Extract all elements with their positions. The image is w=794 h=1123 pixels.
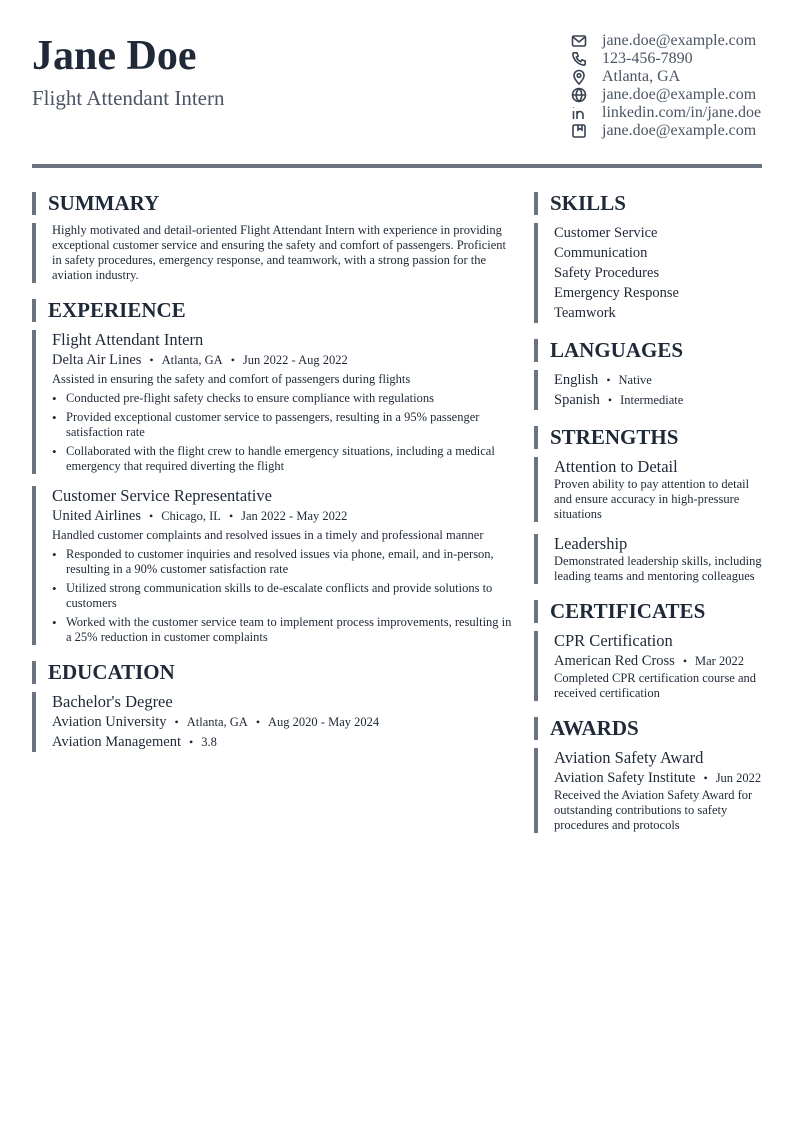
strengths-heading: STRENGTHS — [534, 426, 762, 449]
linkedin-icon — [570, 104, 588, 122]
job-title: Customer Service Representative — [52, 486, 272, 505]
skill-item: Communication — [554, 245, 648, 261]
contact-email[interactable] — [570, 32, 770, 50]
award-entry — [534, 748, 762, 833]
contact-portfolio[interactable] — [570, 122, 770, 140]
contact-linkedin[interactable] — [570, 104, 770, 122]
contact-phone-text: 123-456-7890 — [602, 50, 693, 67]
globe-icon — [570, 86, 588, 104]
school-location: Atlanta, GA — [186, 715, 248, 729]
bullet-item: • Conducted pre-flight safety checks to ensure compliance with regulations — [52, 391, 512, 406]
languages-heading: LANGUAGES — [534, 339, 762, 362]
language-name: Spanish — [554, 392, 600, 408]
strength-entry — [534, 534, 762, 584]
award-name: Aviation Safety Award — [554, 748, 704, 767]
education-entry — [32, 692, 512, 752]
language-name: English — [554, 372, 599, 388]
field-of-study: Aviation Management — [52, 734, 181, 750]
degree-name: Bachelor's Degree — [52, 692, 173, 711]
certificate-entry — [534, 631, 762, 701]
strength-description: Proven ability to pay attention to detail and ensure accuracy in high-pressure situations — [554, 477, 750, 521]
contact-list — [570, 32, 770, 140]
contact-website[interactable] — [570, 86, 770, 104]
gpa-value: 3.8 — [201, 735, 217, 749]
company-name: Delta Air Lines — [52, 352, 142, 368]
job-dates: Jan 2022 - May 2022 — [241, 509, 348, 523]
location-pin-icon — [570, 68, 588, 86]
contact-location-text: Atlanta, GA — [602, 68, 681, 85]
school-name: Aviation University — [52, 714, 167, 730]
skill-item: Teamwork — [554, 305, 616, 321]
certificate-name: CPR Certification — [554, 631, 673, 650]
bullet-item: • Collaborated with the flight crew to handle emergency situations, including a medical emergency that required diverting the flight — [52, 444, 512, 474]
school-dates: Aug 2020 - May 2024 — [268, 715, 380, 729]
experience-entry — [32, 330, 512, 474]
phone-icon — [570, 50, 588, 68]
school-meta: Aviation University • Atlanta, GA • Aug 2020 - May 2024 — [52, 714, 380, 730]
skills-heading: SKILLS — [534, 192, 762, 215]
award-meta: Aviation Safety Institute • Jun 2022 — [554, 770, 762, 786]
bullet-item: • Utilized strong communication skills to de-escalate conflicts and provide solutions to customers — [52, 581, 512, 611]
language-level: Native — [618, 373, 652, 387]
job-location: Chicago, IL — [161, 509, 221, 523]
header-divider — [32, 164, 762, 168]
job-meta: Delta Air Lines • Atlanta, GA • Jun 2022 - Aug 2022 — [52, 352, 348, 368]
summary-heading: SUMMARY — [32, 192, 512, 215]
languages-list — [534, 370, 762, 410]
contact-email-text: jane.doe@example.com — [602, 32, 757, 49]
language-item: English • Native — [554, 372, 652, 388]
award-description: Received the Aviation Safety Award for outstanding contributions to safety procedures and protocols — [554, 788, 753, 832]
job-description: Assisted in ensuring the safety and comfort of passengers during flights — [52, 372, 411, 386]
contact-linkedin-text: linkedin.com/in/jane.doe — [602, 104, 762, 121]
resume-page — [32, 0, 762, 832]
skill-item: Customer Service — [554, 225, 658, 241]
job-title: Flight Attendant Intern — [52, 330, 204, 349]
awards-heading: AWARDS — [534, 717, 762, 740]
candidate-role: Flight Attendant Intern — [32, 86, 225, 110]
job-bullets — [52, 391, 512, 474]
bullet-item: • Worked with the customer service team to implement process improvements, resulting in a 25% reduction in customer complaints — [52, 615, 512, 645]
award-issuer: Aviation Safety Institute — [554, 770, 696, 786]
skill-item: Safety Procedures — [554, 265, 660, 281]
experience-entry — [32, 486, 512, 645]
certificates-heading: CERTIFICATES — [534, 600, 762, 623]
contact-location — [570, 68, 770, 86]
language-item: Spanish • Intermediate — [554, 392, 684, 408]
strength-entry — [534, 457, 762, 522]
bullet-item: • Provided exceptional customer service to passengers, resulting in a 95% passenger satisfaction rate — [52, 410, 512, 440]
candidate-name: Jane Doe — [32, 33, 197, 79]
field-meta: Aviation Management • 3.8 — [52, 734, 217, 750]
language-level: Intermediate — [620, 393, 684, 407]
bullet-item: • Responded to customer inquiries and resolved issues via phone, email, and in-person, resulting in a 90% customer satisfaction rate — [52, 547, 512, 577]
certificate-meta: American Red Cross • Mar 2022 — [554, 653, 744, 669]
award-date: Jun 2022 — [715, 771, 762, 785]
contact-portfolio-text: jane.doe@example.com — [602, 122, 757, 139]
strength-description: Demonstrated leadership skills, including leading teams and mentoring colleagues — [554, 554, 762, 583]
skills-list — [534, 223, 762, 323]
experience-heading: EXPERIENCE — [32, 299, 512, 322]
summary-text: Highly motivated and detail-oriented Flight Attendant Intern with experience in providing exceptional customer service and ensuring the safety and comfort of passengers. Proficient in safety procedures, emergency response, and teamwork, with a strong passion for the aviation industry. — [32, 223, 512, 283]
resume-header — [32, 0, 762, 168]
job-description: Handled customer complaints and resolved issues in a timely and professional manner — [52, 528, 484, 542]
contact-phone[interactable] — [570, 50, 770, 68]
certificate-description: Completed CPR certification course and received certification — [554, 671, 757, 700]
bookmark-icon — [570, 122, 588, 140]
left-column — [32, 192, 512, 752]
right-column — [534, 192, 762, 833]
job-location: Atlanta, GA — [161, 353, 223, 367]
job-dates: Jun 2022 - Aug 2022 — [242, 353, 348, 367]
company-name: United Airlines — [52, 508, 142, 524]
job-meta: United Airlines • Chicago, IL • Jan 2022 - May 2022 — [52, 508, 348, 524]
strength-name: Attention to Detail — [554, 457, 678, 476]
strength-name: Leadership — [554, 534, 628, 553]
envelope-icon — [570, 32, 588, 50]
job-bullets — [52, 547, 512, 645]
certificate-issuer: American Red Cross — [554, 653, 675, 669]
skill-item: Emergency Response — [554, 285, 679, 301]
contact-website-text: jane.doe@example.com — [602, 86, 757, 103]
certificate-date: Mar 2022 — [695, 654, 744, 668]
education-heading: EDUCATION — [32, 661, 512, 684]
